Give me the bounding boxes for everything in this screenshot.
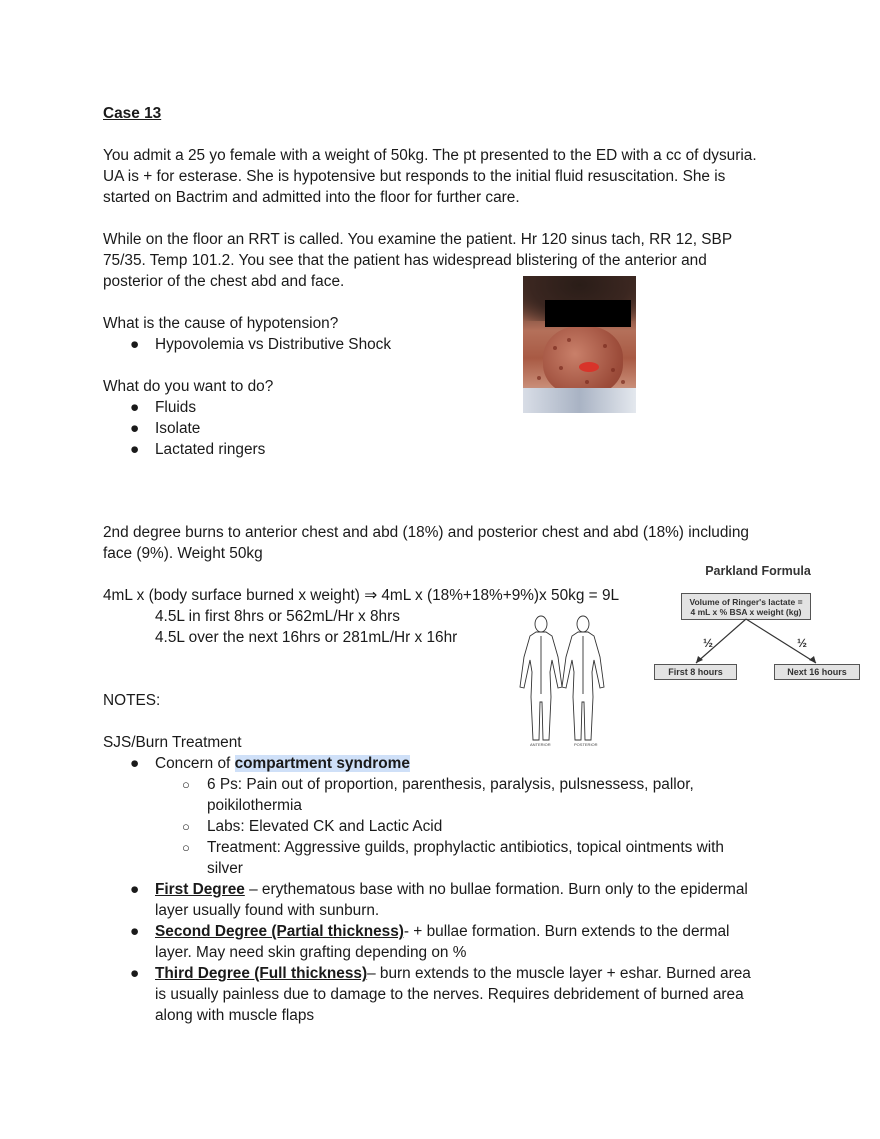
third-degree-label: Third Degree (Full thickness) bbox=[155, 965, 368, 982]
first-8-hours-box: First 8 hours bbox=[654, 664, 737, 680]
bullet-glyph: ● bbox=[130, 965, 140, 982]
treatment-line-2: silver bbox=[207, 860, 243, 877]
third-degree-line-2: is usually painless due to damage to the nerves. Requires debridement of burned area bbox=[155, 986, 744, 1003]
answer-isolate: Isolate bbox=[155, 420, 201, 437]
parkland-box-line-2: 4 mL x % BSA x weight (kg) bbox=[690, 606, 802, 617]
anterior-caption: ANTERIOR bbox=[530, 742, 551, 747]
body-surface-area-diagram bbox=[500, 612, 620, 750]
bullet-glyph: ● bbox=[130, 420, 140, 437]
second-degree-line-1 bbox=[155, 921, 729, 942]
burns-line-2: face (9%). Weight 50kg bbox=[103, 545, 263, 562]
answer-fluids: Fluids bbox=[155, 399, 197, 416]
redaction-bar bbox=[545, 300, 631, 327]
sub-bullet-glyph: ○ bbox=[182, 777, 190, 792]
intro-line-1: You admit a 25 yo female with a weight of 50kg. The pt presented to the ED with a cc of dysuria. bbox=[103, 147, 757, 164]
bullet-glyph: ● bbox=[130, 336, 140, 353]
notes-label: NOTES: bbox=[103, 692, 161, 709]
blister-dot bbox=[621, 380, 625, 384]
bullet-glyph: ● bbox=[130, 881, 140, 898]
third-degree-line-1 bbox=[155, 963, 751, 984]
anterior-figure bbox=[520, 616, 562, 740]
parkland-box-line-1: Volume of Ringer's lactate = bbox=[689, 596, 803, 607]
compartment-syndrome-highlight: compartment syndrome bbox=[234, 755, 410, 772]
parkland-title: Parkland Formula bbox=[705, 564, 811, 578]
floor-line-2: 75/35. Temp 101.2. You see that the patient has widespread blistering of the anterior and bbox=[103, 252, 707, 269]
first-degree-line-1 bbox=[155, 879, 748, 900]
bullet-glyph: ● bbox=[130, 755, 140, 772]
six-ps-line-2: poikilothermia bbox=[207, 797, 302, 814]
photo-face bbox=[543, 326, 623, 396]
first-degree-desc: – erythematous base with no bullae formation. Burn only to the epidermal bbox=[244, 881, 748, 898]
answer-shock: Hypovolemia vs Distributive Shock bbox=[155, 336, 392, 353]
question-what-to-do: What do you want to do? bbox=[103, 378, 274, 395]
labs-line: Labs: Elevated CK and Lactic Acid bbox=[207, 818, 443, 835]
blister-dot bbox=[611, 368, 615, 372]
question-hypotension: What is the cause of hypotension? bbox=[103, 315, 339, 332]
concern-line bbox=[155, 753, 410, 774]
half-left: ½ bbox=[703, 636, 714, 650]
concern-prefix: Concern of bbox=[155, 755, 235, 772]
blister-dot bbox=[585, 380, 589, 384]
arrowhead-right bbox=[809, 656, 816, 663]
answer-lactated-ringers: Lactated ringers bbox=[155, 441, 266, 458]
intro-line-2: UA is + for esterase. She is hypotensive but responds to the initial fluid resuscitation. She is bbox=[103, 168, 726, 185]
floor-line-3: posterior of the chest abd and face. bbox=[103, 273, 345, 290]
half-right: ½ bbox=[797, 636, 808, 650]
patient-photo bbox=[523, 276, 636, 413]
bullet-glyph: ● bbox=[130, 399, 140, 416]
floor-line-1: While on the floor an RRT is called. You examine the patient. Hr 120 sinus tach, RR 12, SBP bbox=[103, 231, 733, 248]
six-ps-line-1: 6 Ps: Pain out of proportion, parenthesis, paralysis, pulsnessess, pallor, bbox=[207, 776, 694, 793]
burns-line-1: 2nd degree burns to anterior chest and abd (18%) and posterior chest and abd (18%) including bbox=[103, 524, 749, 541]
second-degree-desc: - + bullae formation. Burn extends to the dermal bbox=[403, 923, 730, 940]
calc-line-2: 4.5L in first 8hrs or 562mL/Hr x 8hrs bbox=[155, 608, 400, 625]
sub-bullet-glyph: ○ bbox=[182, 840, 190, 855]
blister-dot bbox=[603, 344, 607, 348]
parkland-formula-diagram bbox=[652, 560, 864, 696]
blister-dot bbox=[553, 346, 557, 350]
blister-dot bbox=[567, 338, 571, 342]
blister-dot bbox=[537, 376, 541, 380]
third-degree-line-3: along with muscle flaps bbox=[155, 1007, 315, 1024]
case-title: Case 13 bbox=[103, 105, 162, 122]
blister-dot bbox=[559, 366, 563, 370]
photo-clothing bbox=[523, 388, 636, 413]
next-16-hours-box: Next 16 hours bbox=[774, 664, 860, 680]
body-outlines bbox=[500, 612, 620, 750]
posterior-figure bbox=[562, 616, 604, 740]
intro-line-3: started on Bactrim and admitted into the floor for further care. bbox=[103, 189, 520, 206]
first-degree-line-2: layer usually found with sunburn. bbox=[155, 902, 380, 919]
calc-line-3: 4.5L over the next 16hrs or 281mL/Hr x 16hr bbox=[155, 629, 458, 646]
second-degree-line-2: layer. May need skin grafting depending on % bbox=[155, 944, 467, 961]
treatment-line-1: Treatment: Aggressive guilds, prophylactic antibiotics, topical ointments with bbox=[207, 839, 724, 856]
bullet-glyph: ● bbox=[130, 441, 140, 458]
photo-lips bbox=[579, 362, 599, 372]
sub-bullet-glyph: ○ bbox=[182, 819, 190, 834]
sjs-heading: SJS/Burn Treatment bbox=[103, 734, 242, 751]
second-degree-label: Second Degree (Partial thickness) bbox=[155, 923, 404, 940]
first-degree-label: First Degree bbox=[155, 881, 245, 898]
calc-line-1: 4mL x (body surface burned x weight) ⇒ 4mL x (18%+18%+9%)x 50kg = 9L bbox=[103, 587, 620, 604]
third-degree-desc: – burn extends to the muscle layer + eshar. Burned area bbox=[367, 965, 751, 982]
posterior-caption: POSTERIOR bbox=[574, 742, 598, 747]
bullet-glyph: ● bbox=[130, 923, 140, 940]
